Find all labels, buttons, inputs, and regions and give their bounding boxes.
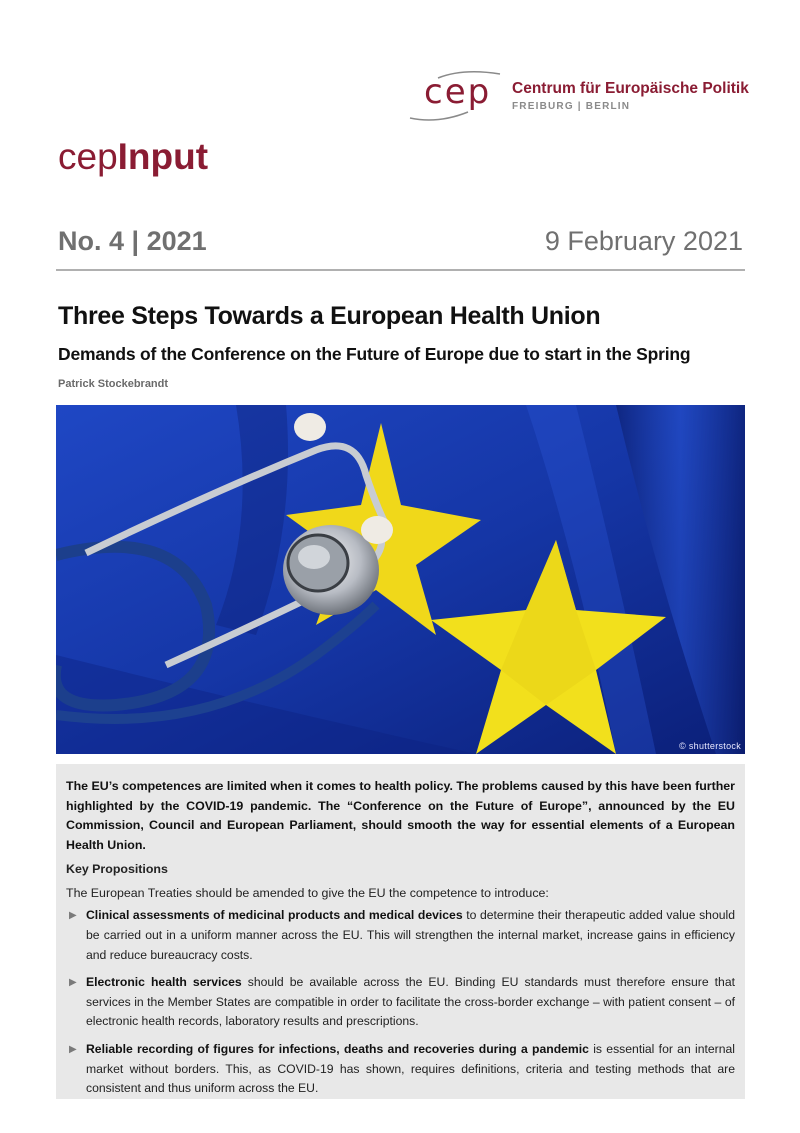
proposition-text: is essential for an internal market without borders. This, as COVID-19 has shown, requires definitions, criteria and testing methods that are consistent and thus uniform across the EU. bbox=[86, 1041, 735, 1096]
issue-number: No. 4 | 2021 bbox=[58, 226, 207, 256]
triangle-bullet-icon: ▶ bbox=[69, 910, 77, 922]
triangle-bullet-icon: ▶ bbox=[69, 977, 77, 989]
key-propositions-lead: The European Treaties should be amended to give the EU the competence to introduce: bbox=[66, 886, 549, 901]
proposition-item bbox=[66, 906, 735, 965]
cover-photo bbox=[56, 405, 745, 754]
summary-box bbox=[56, 764, 745, 1099]
brand-suffix: Input bbox=[117, 136, 209, 177]
publication-date: 9 February 2021 bbox=[544, 226, 743, 256]
proposition-text: should be available across the EU. Binding EU standards must therefore ensure that services in the Member States are compatible in order to facilitate the cross-border exchange – with patient consent – of electronic health records, laboratory results and prescriptions. bbox=[86, 975, 735, 1029]
proposition-bold: Clinical assessments of medicinal products and medical devices bbox=[86, 908, 463, 923]
article-title: Three Steps Towards a European Health Union bbox=[58, 302, 601, 330]
publication-brand bbox=[58, 136, 208, 178]
proposition-item bbox=[66, 973, 735, 1032]
proposition-bold: Reliable recording of figures for infections, deaths and recoveries during a pandemic bbox=[86, 1041, 589, 1056]
header-divider bbox=[56, 269, 745, 271]
brand-prefix: cep bbox=[58, 136, 118, 177]
propositions-list bbox=[66, 906, 735, 1098]
proposition-bold: Electronic health services bbox=[86, 975, 242, 990]
proposition-text: to determine their therapeutic added value should be carried out in a uniform manner across the EU. This will strengthen the internal market, increase gains in efficiency and reduce bureaucracy costs. bbox=[86, 908, 736, 962]
summary-intro: The EU’s competences are limited when it comes to health policy. The problems caused by this have been further highlighted by the COVID-19 pandemic. The “Conference on the Future of Europe”, announced by the EU Commission, Council and European Parliament, should smooth the way for essential elements of a European Health Union. bbox=[66, 779, 735, 852]
key-propositions-heading: Key Propositions bbox=[66, 862, 168, 877]
cep-logo bbox=[408, 68, 753, 124]
article-author: Patrick Stockebrandt bbox=[58, 378, 169, 390]
photo-credit: © shutterstock bbox=[679, 741, 741, 751]
proposition-item bbox=[66, 1040, 735, 1099]
stethoscope-eu-flag-image bbox=[56, 405, 745, 754]
logo-mark: cep bbox=[424, 72, 492, 112]
triangle-bullet-icon: ▶ bbox=[69, 1043, 77, 1055]
logo-organization-name: Centrum für Europäische Politik bbox=[512, 80, 749, 97]
article-subtitle: Demands of the Conference on the Future of Europe due to start in the Spring bbox=[58, 344, 691, 364]
logo-locations: FREIBURG | BERLIN bbox=[512, 101, 631, 112]
